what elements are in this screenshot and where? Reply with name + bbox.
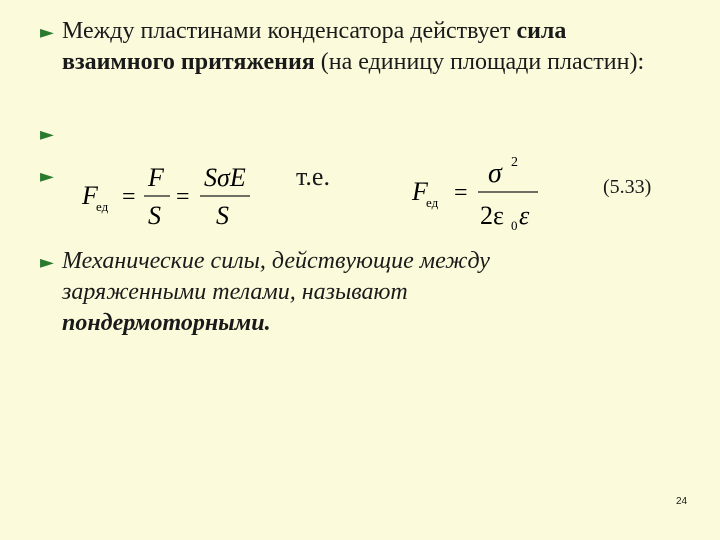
formula2-den-sub: 0 (511, 218, 518, 233)
equation-number: (5.33) (603, 176, 652, 198)
bold-term-force: сила взаимного притяжения (62, 18, 567, 75)
formula2-F: F (412, 177, 428, 206)
formula1-eq1: = (122, 184, 136, 210)
formula-5-33 (408, 150, 558, 235)
formula1-den2: S (216, 201, 229, 230)
bold-term-ponderomotive: пондермоторными. (62, 310, 271, 336)
formula2-num: σ (488, 158, 502, 189)
formula2-den-end: ε (519, 201, 530, 230)
formula2-den: 2ε (480, 201, 504, 230)
paragraph-ponderomotive: Механические силы, действующие между заряженными телами, называют пондермоторными. (62, 248, 490, 336)
paragraph-force: Между пластинами конденсатора действует сила взаимного притяжения (на единицу площади пластин): (62, 18, 645, 75)
te-label: т.е. (296, 162, 330, 191)
bullet-3: ► (40, 166, 54, 187)
formula1-num1: F (148, 163, 164, 192)
formula1-den1: S (148, 201, 161, 230)
page-number: 24 (676, 496, 688, 507)
formula2-eq: = (454, 180, 468, 206)
formula1-sub: ед (96, 199, 109, 214)
bullet-2: ► (40, 124, 54, 145)
formula2-power: 2 (511, 155, 518, 170)
bullet-4: ► (40, 252, 54, 273)
formula1-eq2: = (176, 184, 190, 210)
formula-force-per-area (78, 160, 278, 240)
bullet-1: ► (40, 22, 54, 43)
formula1-F: F (82, 181, 98, 210)
formula1-num2: SσE (204, 163, 246, 192)
formula2-sub: ед (426, 195, 439, 210)
